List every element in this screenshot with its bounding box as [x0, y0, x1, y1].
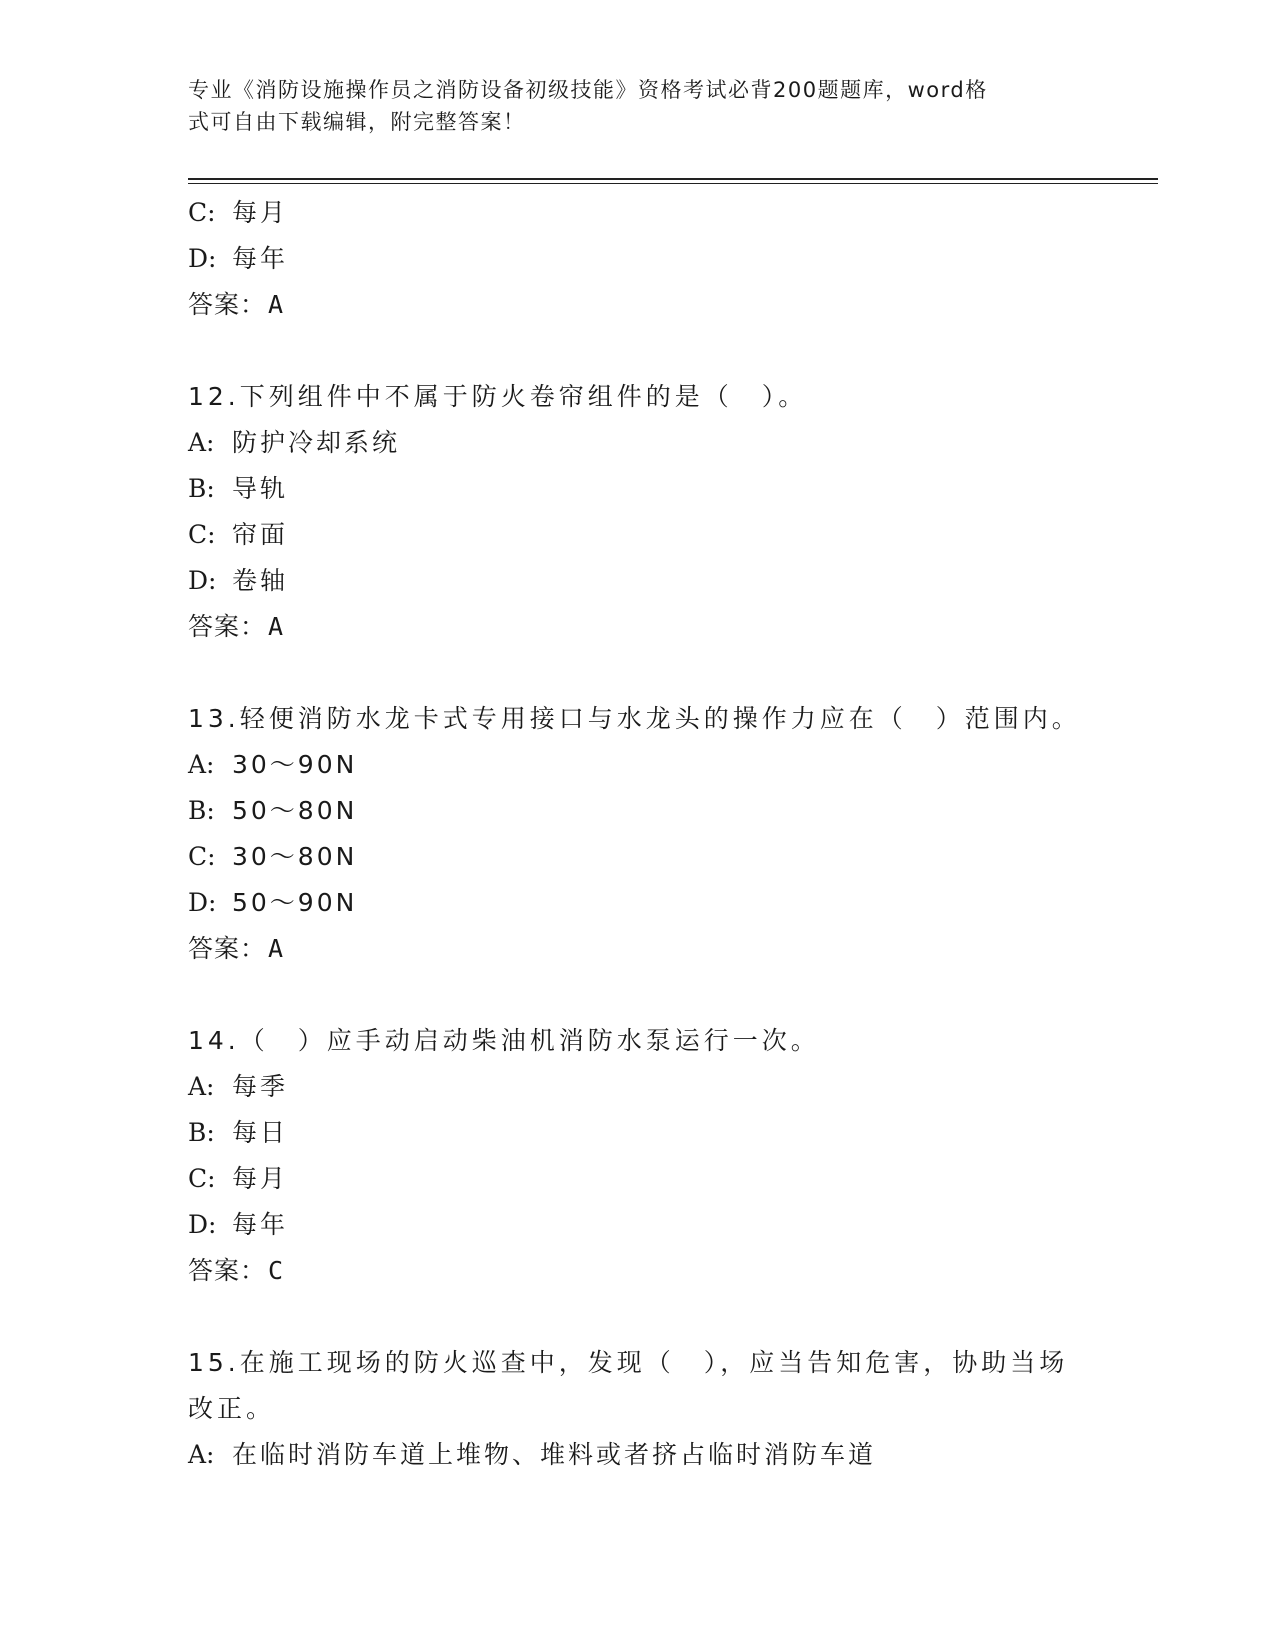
question-14	[188, 1018, 1088, 1294]
option-c	[188, 190, 1088, 236]
question-stem-line-2: 改正。	[188, 1394, 276, 1423]
answer-line	[188, 604, 1088, 650]
option-c	[188, 834, 1088, 880]
option-label: D:	[188, 244, 217, 273]
option-text: 30～80N	[232, 842, 358, 871]
option-label: C:	[188, 842, 216, 871]
option-label: A:	[188, 428, 215, 457]
option-d	[188, 558, 1088, 604]
option-text: 每季	[232, 1072, 289, 1101]
option-text: 50～90N	[232, 888, 358, 917]
spacer	[188, 328, 1088, 374]
spacer	[188, 1294, 1088, 1340]
option-label: C:	[188, 520, 216, 549]
option-label: A:	[188, 750, 215, 779]
answer-label: 答案：	[188, 1256, 267, 1285]
answer-value: A	[268, 934, 284, 963]
option-label: D:	[188, 1210, 217, 1239]
option-label: B:	[188, 474, 215, 503]
option-b	[188, 466, 1088, 512]
option-label: C:	[188, 198, 216, 227]
header-line-2: 式可自由下载编辑，附完整答案！	[188, 110, 526, 134]
option-text: 50～80N	[232, 796, 358, 825]
option-a	[188, 1432, 1088, 1478]
option-c	[188, 512, 1088, 558]
option-a	[188, 1064, 1088, 1110]
answer-label: 答案：	[188, 612, 267, 641]
option-text: 防护冷却系统	[232, 428, 401, 457]
question-stem: 12.下列组件中不属于防火卷帘组件的是（ ）。	[188, 382, 808, 411]
option-text: 每月	[232, 198, 289, 227]
document-header	[188, 74, 1068, 138]
option-text: 每日	[232, 1118, 289, 1147]
option-text: 卷轴	[232, 566, 289, 595]
option-text: 每年	[232, 244, 289, 273]
option-text: 每月	[232, 1164, 289, 1193]
option-a	[188, 742, 1088, 788]
option-label: D:	[188, 566, 217, 595]
question-stem-line-1: 15.在施工现场的防火巡查中，发现（ ），应当告知危害，协助当场	[188, 1348, 1069, 1377]
option-text: 帘面	[232, 520, 289, 549]
option-label: C:	[188, 1164, 216, 1193]
option-label: A:	[188, 1440, 215, 1469]
option-text: 在临时消防车道上堆物、堆料或者挤占临时消防车道	[232, 1440, 877, 1469]
question-11-tail	[188, 190, 1088, 328]
option-label: A:	[188, 1072, 215, 1101]
spacer	[188, 650, 1088, 696]
question-12	[188, 374, 1088, 650]
answer-label: 答案：	[188, 934, 267, 963]
question-list	[188, 190, 1088, 1478]
header-line-1: 专业《消防设施操作员之消防设备初级技能》资格考试必背200题题库，word格	[188, 78, 988, 102]
answer-value: A	[268, 290, 284, 319]
option-d	[188, 236, 1088, 282]
question-13	[188, 696, 1088, 972]
answer-line	[188, 926, 1088, 972]
option-b	[188, 1110, 1088, 1156]
option-d	[188, 880, 1088, 926]
header-divider-thick	[188, 178, 1158, 180]
answer-label: 答案：	[188, 290, 267, 319]
header-divider-thin	[188, 183, 1158, 184]
option-label: B:	[188, 1118, 215, 1147]
option-label: B:	[188, 796, 215, 825]
option-d	[188, 1202, 1088, 1248]
answer-line	[188, 1248, 1088, 1294]
spacer	[188, 972, 1088, 1018]
option-text: 导轨	[232, 474, 289, 503]
option-text: 每年	[232, 1210, 289, 1239]
question-stem: 14.（ ）应手动启动柴油机消防水泵运行一次。	[188, 1026, 820, 1055]
option-c	[188, 1156, 1088, 1202]
question-stem: 13.轻便消防水龙卡式专用接口与水龙头的操作力应在（ ）范围内。	[188, 704, 1081, 733]
option-a	[188, 420, 1088, 466]
option-label: D:	[188, 888, 217, 917]
option-text: 30～90N	[232, 750, 358, 779]
answer-value: A	[268, 612, 284, 641]
answer-line	[188, 282, 1088, 328]
answer-value: C	[268, 1256, 284, 1285]
question-15	[188, 1340, 1088, 1478]
option-b	[188, 788, 1088, 834]
